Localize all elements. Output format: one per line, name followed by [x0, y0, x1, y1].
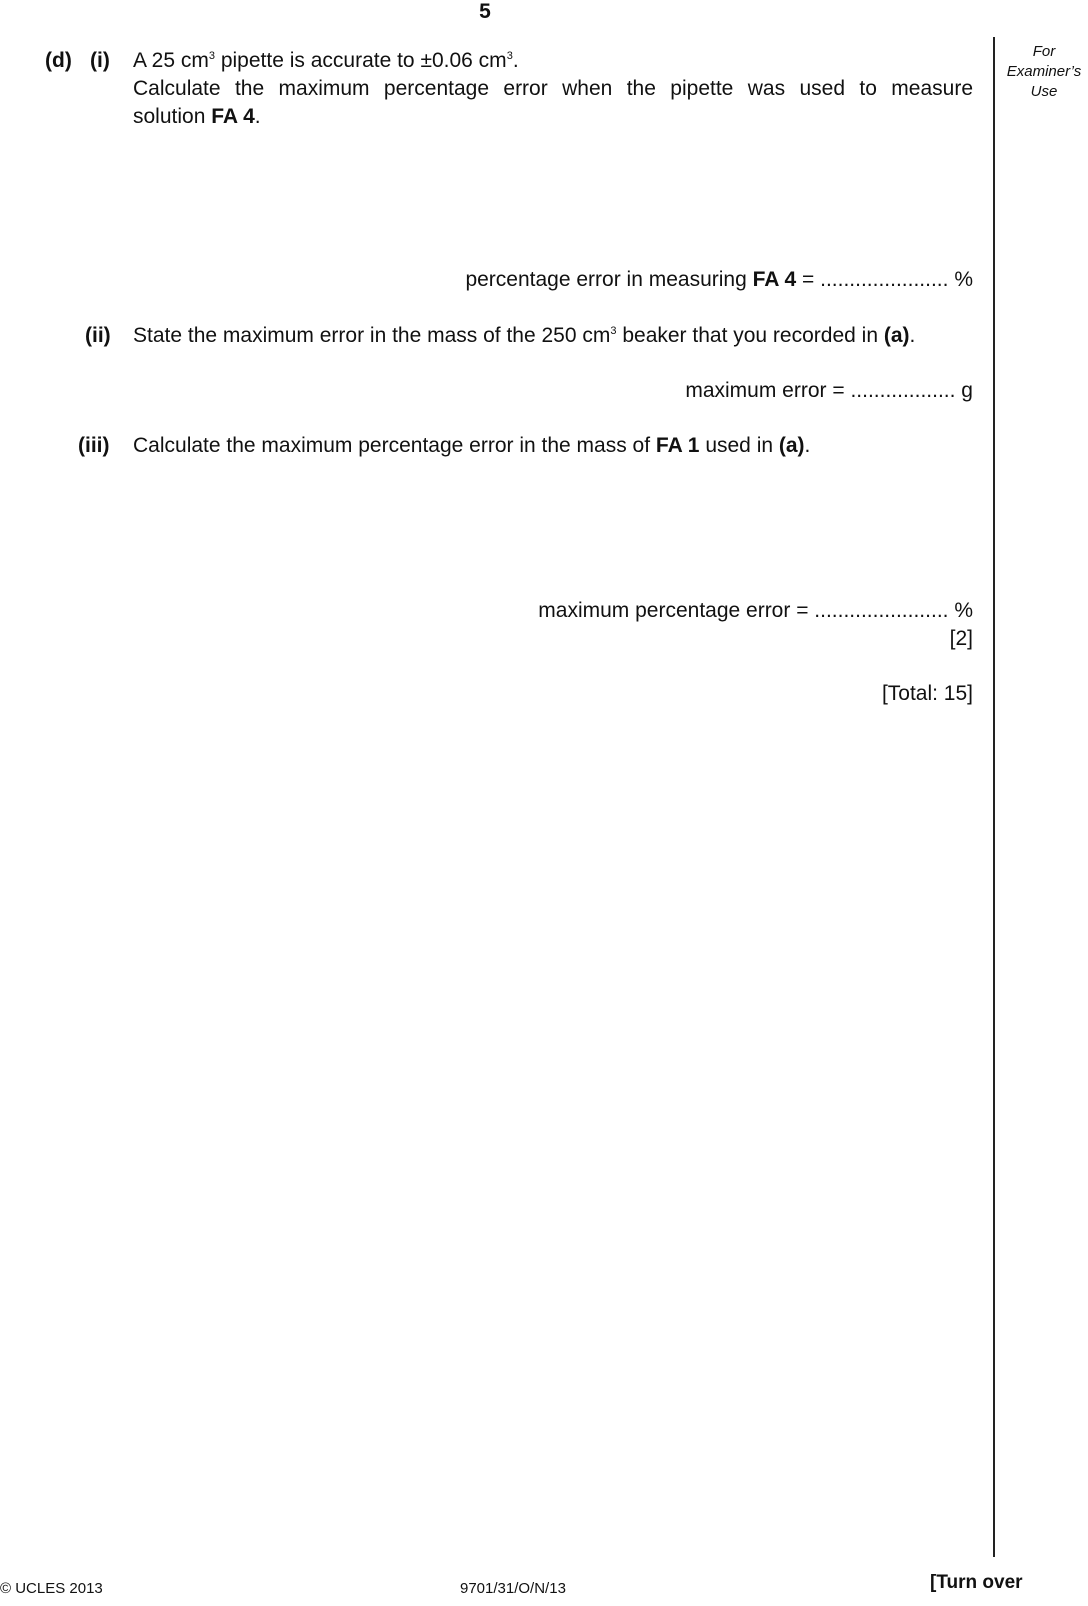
part-d-ii-label: (ii): [85, 324, 111, 347]
examiner-line-2: Examiner’s: [1006, 63, 1082, 80]
d-iii-text-b: used in: [699, 434, 779, 457]
answer-d-i-a: percentage error in measuring: [465, 268, 753, 291]
examiner-use-box: [1000, 42, 1088, 102]
d-i-text-a: A 25 cm: [133, 49, 209, 72]
footer-paper-code: 9701/31/O/N/13: [460, 1580, 566, 1597]
d-iii-bold-1: FA 1: [655, 434, 700, 457]
d-iii-bold-2: (a): [778, 434, 805, 457]
d-ii-sup: 3: [610, 325, 617, 337]
d-i-text-b: pipette is accurate to ±0.06 cm: [215, 49, 507, 72]
d-iii-text-c: .: [804, 434, 811, 457]
examiner-line-1: For: [1032, 43, 1056, 60]
d-i-line3-a: solution: [133, 105, 212, 128]
d-ii-text-c: .: [909, 324, 916, 347]
page-number: 5: [479, 0, 491, 23]
d-i-line3-bold: FA 4: [211, 105, 255, 128]
question-d-iii: [133, 432, 810, 460]
marks-d: [2]: [949, 627, 973, 650]
answer-d-ii: maximum error = .................. g: [685, 379, 973, 402]
answer-d-i-bold: FA 4: [752, 268, 797, 291]
examiner-line-3: Use: [1030, 83, 1058, 100]
d-i-line3-c: .: [254, 105, 261, 128]
d-iii-text-a: Calculate the maximum percentage error in the mass of: [133, 434, 656, 457]
d-i-sup-2: 3: [506, 50, 513, 62]
part-d-iii-label: (iii): [78, 434, 110, 457]
examiner-margin-rule: [993, 37, 995, 1557]
part-d-label: (d): [45, 49, 72, 72]
answer-d-i: [465, 266, 973, 294]
d-ii-text-b: beaker that you recorded in: [616, 324, 884, 347]
footer-copyright: © UCLES 2013: [0, 1580, 103, 1597]
d-ii-text-a: State the maximum error in the mass of the 250 cm: [133, 324, 611, 347]
d-ii-text-bold: (a): [883, 324, 910, 347]
total-marks: [Total: 15]: [881, 682, 973, 705]
question-d-i-line1: [133, 47, 519, 75]
d-i-sup-1: 3: [208, 50, 215, 62]
question-d-i-line3: [133, 103, 261, 131]
question-d-ii: [133, 322, 915, 350]
answer-d-i-b: = ...................... %: [796, 268, 973, 291]
question-d-i-line2: Calculate the maximum percentage error when the pipette was used to measure: [133, 77, 973, 100]
part-d-i-label: (i): [90, 49, 110, 72]
d-i-text-c: .: [512, 49, 519, 72]
turn-over-label: [Turn over: [930, 1572, 1023, 1593]
answer-d-iii: maximum percentage error = ....................... %: [538, 599, 973, 622]
